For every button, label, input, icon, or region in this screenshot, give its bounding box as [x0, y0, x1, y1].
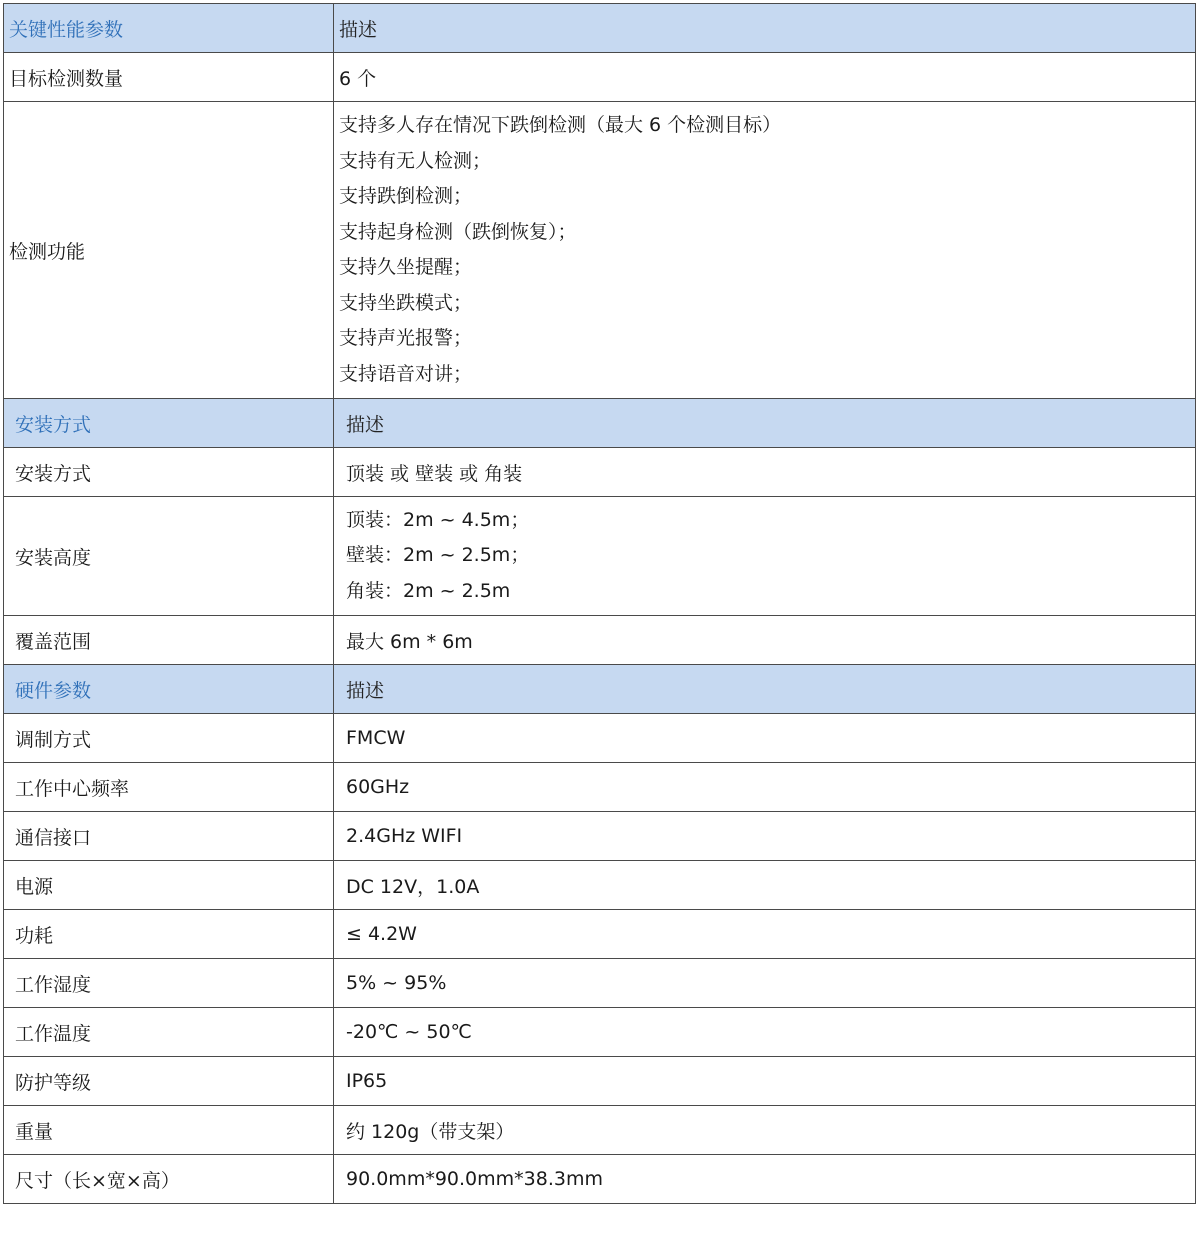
table-row: [4, 448, 1196, 497]
height-item: 顶装：2m ~ 4.5m；: [346, 508, 530, 531]
row-value: IP65: [334, 1057, 1196, 1106]
row-value: 最大 6m * 6m: [334, 616, 1196, 665]
table-row: [4, 910, 1196, 959]
row-value: DC 12V，1.0A: [334, 861, 1196, 910]
row-value: 90.0mm*90.0mm*38.3mm: [334, 1155, 1196, 1204]
feature-item: 支持声光报警；: [339, 327, 473, 349]
section-header-installation: [4, 399, 1196, 448]
section-title: 硬件参数: [4, 665, 334, 714]
description-header: 描述: [334, 665, 1196, 714]
row-label: 安装高度: [4, 497, 334, 616]
table-row: [4, 812, 1196, 861]
table-row: [4, 497, 1196, 616]
feature-item: 支持语音对讲；: [339, 362, 473, 385]
row-label: 重量: [4, 1106, 334, 1155]
description-header: 描述: [334, 399, 1196, 448]
table-row: [4, 1057, 1196, 1106]
table-row: [4, 763, 1196, 812]
row-value: ≤ 4.2W: [334, 910, 1196, 959]
table-row: [4, 861, 1196, 910]
row-label: 安装方式: [4, 448, 334, 497]
row-label: 工作中心频率: [4, 763, 334, 812]
row-label: 电源: [4, 861, 334, 910]
feature-item: 支持起身检测（跌倒恢复）；: [339, 220, 577, 243]
row-value: 2.4GHz WIFI: [334, 812, 1196, 861]
spec-table: [3, 3, 1196, 1204]
height-item: 角装：2m ~ 2.5m: [346, 579, 511, 602]
height-item: 壁装：2m ~ 2.5m；: [346, 544, 530, 567]
row-label: 通信接口: [4, 812, 334, 861]
feature-item: 支持久坐提醒；: [339, 256, 473, 278]
table-row: [4, 1106, 1196, 1155]
row-value: 约 120g（带支架）: [334, 1106, 1196, 1155]
row-value: -20℃ ~ 50℃: [334, 1008, 1196, 1057]
section-header-hardware: [4, 665, 1196, 714]
row-label: 工作温度: [4, 1008, 334, 1057]
row-label: 功耗: [4, 910, 334, 959]
row-value: 顶装 或 壁装 或 角装: [334, 448, 1196, 497]
row-value: FMCW: [334, 714, 1196, 763]
row-label: 防护等级: [4, 1057, 334, 1106]
row-value: 60GHz: [334, 763, 1196, 812]
table-row: [4, 1155, 1196, 1204]
feature-item: 支持多人存在情况下跌倒检测（最大 6 个检测目标）: [339, 114, 782, 136]
row-label: 目标检测数量: [4, 53, 334, 102]
table-row: [4, 959, 1196, 1008]
table-row: [4, 53, 1196, 102]
row-label: 覆盖范围: [4, 616, 334, 665]
feature-item: 支持坐跌模式；: [339, 291, 473, 314]
height-list: [334, 497, 1196, 616]
table-row: [4, 616, 1196, 665]
feature-list: [334, 102, 1196, 399]
section-header-performance: [4, 4, 1196, 53]
row-label: 工作湿度: [4, 959, 334, 1008]
section-title: 安装方式: [4, 399, 334, 448]
section-title: 关键性能参数: [4, 4, 334, 53]
table-row: [4, 714, 1196, 763]
table-row: [4, 102, 1196, 399]
row-value: 5% ~ 95%: [334, 959, 1196, 1008]
row-label: 检测功能: [4, 102, 334, 399]
row-label: 调制方式: [4, 714, 334, 763]
description-header: 描述: [334, 4, 1196, 53]
table-row: [4, 1008, 1196, 1057]
feature-item: 支持跌倒检测；: [339, 185, 473, 207]
feature-item: 支持有无人检测；: [339, 149, 492, 172]
row-value: 6 个: [334, 53, 1196, 102]
row-label: 尺寸（长×宽×高）: [4, 1155, 334, 1204]
